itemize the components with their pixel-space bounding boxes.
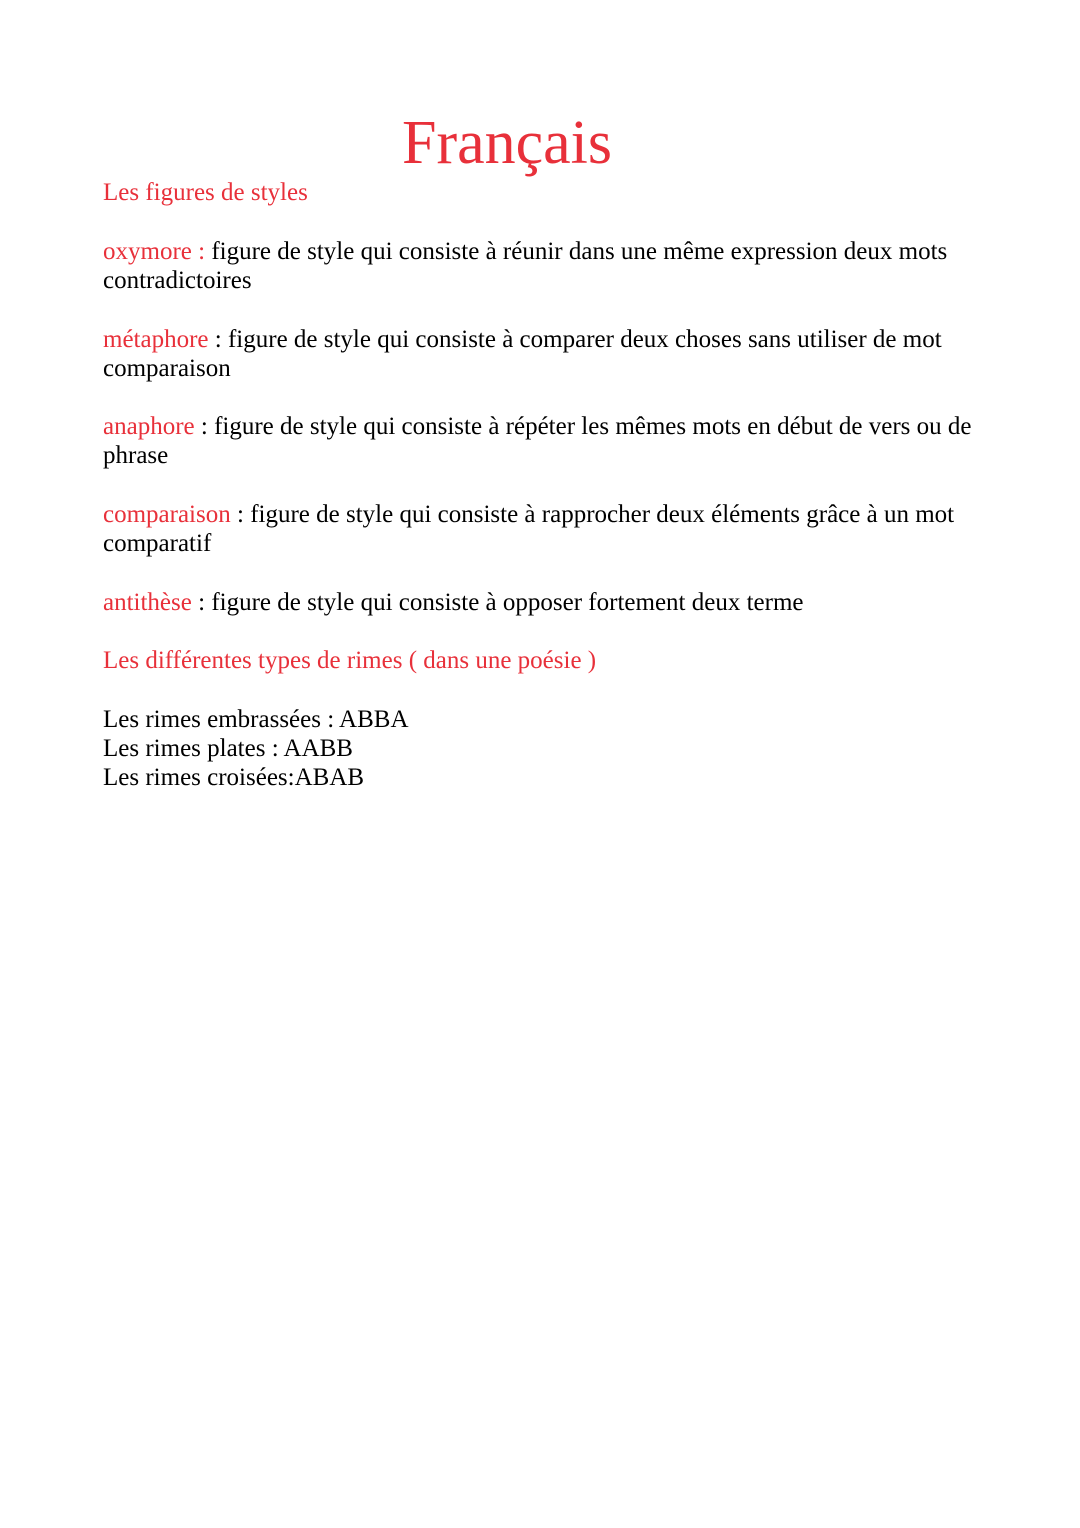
section-heading-figures: Les figures de styles — [103, 179, 308, 206]
term-separator: : — [191, 238, 212, 265]
definition-text: figure de style qui consiste à opposer fortement deux terme — [211, 589, 804, 616]
list-item-rimes-plates: Les rimes plates : AABB — [103, 735, 353, 762]
term-oxymore: oxymore — [103, 238, 192, 265]
definition-comparaison — [103, 500, 983, 558]
definition-text: figure de style qui consiste à réunir dans une même expression deux mots contradictoires — [103, 238, 948, 294]
definition-text: figure de style qui consiste à comparer deux choses sans utiliser de mot comparaison — [103, 326, 942, 382]
definition-antithese — [103, 588, 983, 617]
definition-text: figure de style qui consiste à rapprocher deux éléments grâce à un mot comparatif — [103, 501, 955, 557]
list-item-rimes-croisees: Les rimes croisées:ABAB — [103, 764, 365, 791]
list-item-rimes-embrassees: Les rimes embrassées : ABBA — [103, 706, 409, 733]
term-separator: : — [208, 326, 228, 353]
term-separator: : — [230, 501, 251, 528]
section-heading-rimes: Les différentes types de rimes ( dans une poésie ) — [103, 647, 597, 674]
term-comparaison: comparaison — [103, 501, 231, 528]
term-antithese: antithèse — [103, 589, 192, 616]
term-anaphore: anaphore — [103, 413, 195, 440]
definition-metaphore — [103, 325, 983, 383]
rimes-list — [103, 705, 409, 792]
definition-anaphore — [103, 412, 983, 470]
term-separator: : — [194, 413, 215, 440]
page-title: Français — [401, 109, 613, 177]
definition-text: figure de style qui consiste à répéter les mêmes mots en début de vers ou de phrase — [103, 413, 972, 469]
term-separator: : — [191, 589, 212, 616]
definition-oxymore — [103, 237, 983, 295]
term-metaphore: métaphore — [103, 326, 209, 353]
